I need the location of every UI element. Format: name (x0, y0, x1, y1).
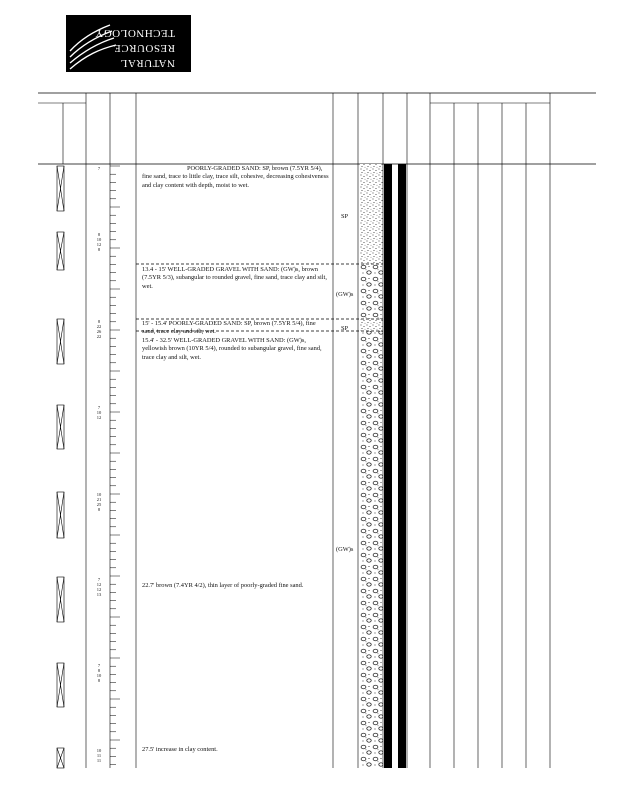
description-note-22-7: 22.7' brown (7.4YR 4/2), thin layer of poorly-graded fine sand. (142, 582, 304, 589)
blow-count-group (93, 232, 105, 252)
blow-count: 22 (96, 334, 102, 339)
blow-count: 12 (96, 242, 102, 247)
blow-count: 7 (97, 405, 101, 410)
blow-count-group (93, 748, 105, 763)
description-note-27-5: 27.5' increase in clay content. (142, 746, 218, 753)
blow-count-group (93, 492, 105, 512)
uscs-symbol: (GW)s (336, 291, 354, 298)
blow-count: 22 (96, 324, 102, 329)
blow-count: 8 (97, 668, 101, 673)
description-poorly-graded-sand-2: 15' - 15.4' POORLY-GRADED SAND: SP, brown (7.5YR 5/4), fine sand, trace clay and silt, wet. (142, 320, 316, 336)
blow-count: 10 (96, 748, 102, 753)
blow-count: 10 (96, 237, 102, 242)
blow-count: 8 (97, 232, 101, 237)
blow-count: 12 (96, 582, 102, 587)
uscs-symbol: SP (341, 213, 349, 220)
blow-count: 10 (96, 492, 102, 497)
blow-count: 7 (97, 166, 101, 171)
blow-count: 26 (96, 329, 102, 334)
blow-count: 12 (96, 415, 102, 420)
description-well-graded-gravel-2: 15.4' - 32.5' WELL-GRADED GRAVEL WITH SAND: (GW)s, yellowish brown (10YR 5/4), rounded to subangular gravel, fine sand, trace clay and silt, wet. (142, 337, 322, 361)
description-well-graded-gravel-1: 13.4 - 15' WELL-GRADED GRAVEL WITH SAND: (GW)s, brown (7.5YR 5/3), subangular to rounded gravel, fine sand, trace clay and silt, wet. (142, 266, 327, 290)
logo-line-1: NATURAL (120, 57, 175, 69)
blow-count-group (93, 663, 105, 683)
blow-count-group (93, 319, 105, 339)
blow-count: 21 (96, 497, 102, 502)
blow-count: 8 (97, 247, 101, 252)
blow-count-group (93, 577, 105, 597)
description-poorly-graded-sand: POORLY-GRADED SAND: SP, brown (7.5YR 5/4), fine sand, trace to little clay, trace silt, cohesive, decreasing cohesiveness and clay content with depth, moist to wet. (142, 165, 329, 189)
blow-count-group (93, 405, 105, 420)
blow-count: 11 (96, 758, 102, 763)
blow-count: 10 (96, 410, 102, 415)
blow-count: 8 (97, 678, 101, 683)
logo-line-3: TECHNOLOGY (94, 27, 175, 39)
blow-count: 11 (96, 753, 102, 758)
blow-count: 13 (96, 592, 102, 597)
blow-count: 25 (96, 502, 102, 507)
blow-count: 8 (97, 507, 101, 512)
blow-count-group (93, 166, 105, 171)
blow-count: 10 (96, 673, 102, 678)
uscs-symbol: SP (341, 325, 349, 332)
uscs-symbol: (GW)s (336, 546, 354, 553)
logo-line-2: RESOURCE (113, 42, 175, 54)
blow-count: 12 (96, 587, 102, 592)
blow-count: 7 (97, 577, 101, 582)
blow-count: 8 (97, 319, 101, 324)
blow-count: 7 (97, 663, 101, 668)
